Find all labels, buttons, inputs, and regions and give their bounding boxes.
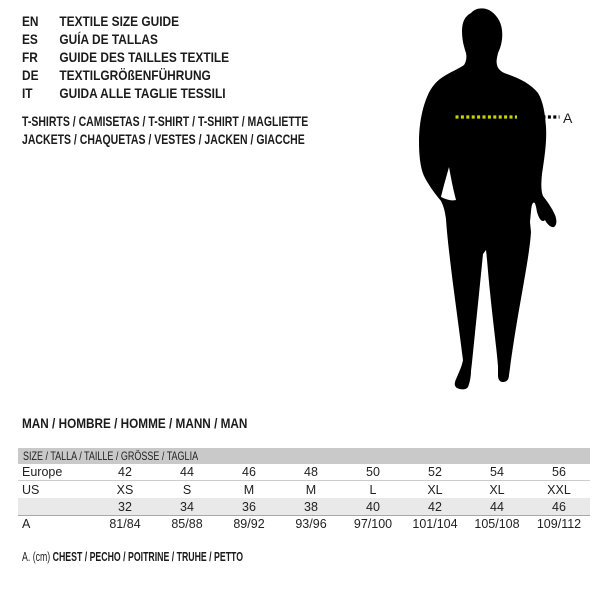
table-cell: S [182,482,192,497]
table-cell: 44 [180,465,194,479]
language-code: FR [22,49,38,65]
table-cell: 32 [118,499,132,514]
footnote-prefix: A. (cm) [22,550,51,564]
table-cell: 93/96 [295,517,327,531]
table-cell: 81/84 [109,517,141,531]
table-cell: M [243,482,255,497]
table-cell: 34 [180,499,194,514]
table-cell: 40 [366,499,380,514]
table-cell: 101/104 [412,517,458,531]
man-silhouette-figure [405,0,600,400]
language-list [22,12,266,102]
table-row-chest-a [18,515,590,532]
language-row-es [22,30,229,48]
language-label: GUÍA DE TALLAS [59,31,158,47]
table-cell: 89/92 [233,517,265,531]
table-cell: 105/108 [474,517,520,531]
table-cell: 44 [490,499,504,514]
table-row-uk [18,498,590,515]
language-row-fr [22,48,229,66]
row-label: US [22,482,40,497]
table-cell: 50 [366,465,380,479]
language-row-en [22,12,229,30]
footnote-text: CHEST / PECHO / POITRINE / TRUHE / PETTO [52,550,244,564]
language-label: TEXTILGRÖßENFÜHRUNG [59,67,211,83]
size-table-header-label: SIZE / TALLA / TAILLE / GRÖSSE / TAGLIA [23,449,199,463]
language-code: DE [22,67,39,83]
size-table [18,448,590,532]
size-table-header [18,448,590,464]
table-cell: 85/88 [171,517,203,531]
measurement-footnote [22,549,243,565]
table-cell: 52 [428,465,442,479]
language-label: GUIDA ALLE TAGLIE TESSILI [59,85,226,101]
language-code: ES [22,31,38,47]
table-cell: 109/112 [536,517,582,531]
language-code: IT [22,85,33,101]
language-code: EN [22,13,39,29]
table-cell: XL [427,482,443,497]
table-cell: XXL [547,482,571,497]
table-cell: 42 [428,499,442,514]
row-label: Europe [22,465,63,479]
language-row-de [22,66,229,84]
table-cell: 97/100 [353,517,393,531]
table-cell: 46 [552,499,566,514]
measure-label-a: A [563,110,573,126]
garment-categories [22,112,404,148]
table-cell: 38 [304,499,318,514]
category-line-jackets: JACKETS / CHAQUETAS / VESTES / JACKEN / GIACCHE [22,131,305,147]
table-cell: 48 [304,465,318,479]
language-row-it [22,84,229,102]
table-cell: XL [489,482,505,497]
category-line-tshirts: T-SHIRTS / CAMISETAS / T-SHIRT / T-SHIRT / MAGLIETTE [22,113,309,129]
table-row-europe [18,464,590,481]
row-label: A [22,517,31,531]
section-title-man: MAN / HOMBRE / HOMME / MANN / MAN [22,415,248,431]
table-cell: 46 [242,465,256,479]
table-cell: 54 [490,465,504,479]
table-cell: 36 [242,499,256,514]
language-label: GUIDE DES TAILLES TEXTILE [59,49,230,65]
table-cell: 56 [552,465,566,479]
table-cell: 42 [118,465,132,479]
man-silhouette [419,8,556,389]
language-label: TEXTILE SIZE GUIDE [59,13,180,29]
table-cell: L [369,482,377,497]
table-cell: M [305,482,317,497]
table-cell: XS [116,482,134,497]
table-row-us [18,481,590,498]
